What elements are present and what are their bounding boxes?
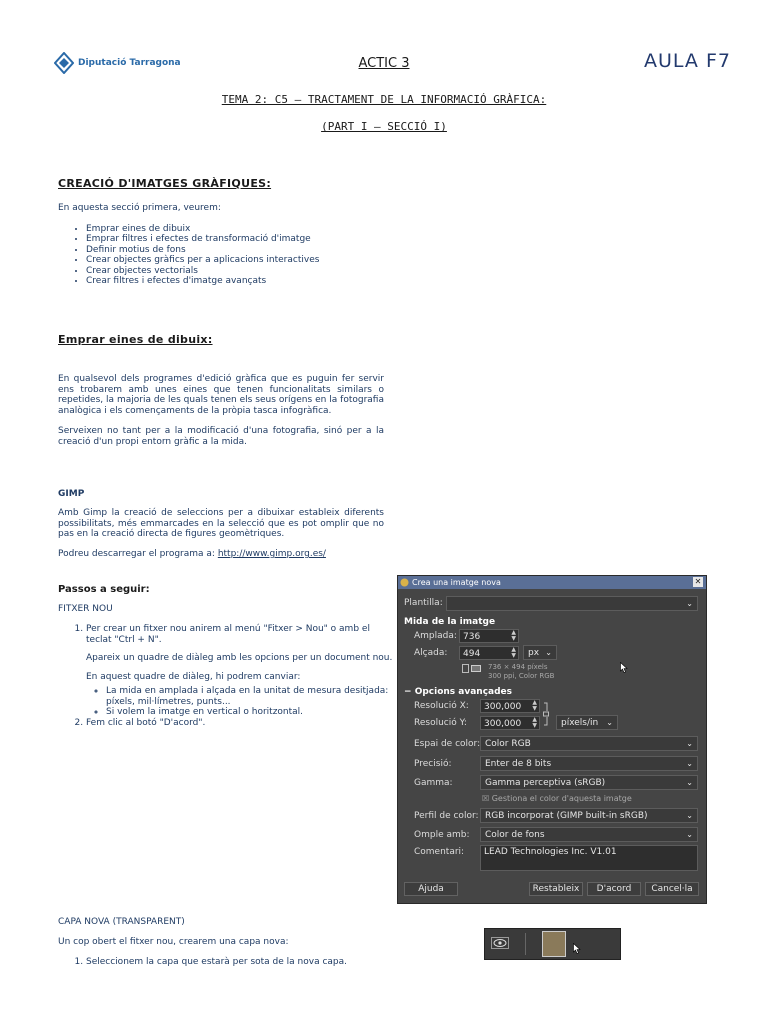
gimp-paragraph: Amb Gimp la creació de seleccions per a dibuixar estableix diferents possibilitats, més emmarcades en la selecció que es pot omplir que no pas en la creació directa de figures geomètriques.	[58, 508, 384, 539]
list-item: 1. Seleccionem la capa que estarà per sota de la nova capa.	[86, 957, 347, 967]
chevron-down-icon: ⌄	[686, 739, 693, 748]
chevron-down-icon: ⌄	[545, 648, 552, 657]
mouse-cursor-icon	[620, 662, 628, 673]
step-text: En aquest quadre de diàleg, hi podrem canviar:	[86, 671, 301, 682]
orientation-icon[interactable]	[462, 664, 482, 673]
chevron-down-icon: ⌄	[686, 599, 693, 608]
step-text: 1. Per crear un fitxer nou anirem al menú "Fitxer > Nou" o amb el teclat "Ctrl + N".	[86, 624, 370, 645]
document-subtitle-2: (PART I – SECCIÓ I)	[321, 120, 447, 133]
steps-heading: Passos a seguir:	[58, 584, 150, 595]
precisio-label: Precisió:	[414, 759, 452, 769]
list-item: ◦ La mida en amplada i alçada en la unitat de mesura desitjada: píxels, mil·límetres, punts...	[106, 686, 398, 707]
list-item	[86, 624, 398, 718]
sub-list	[86, 686, 398, 718]
aula-logo: AULA F7	[644, 50, 731, 72]
eines-paragraph-2: Serveixen no tant per a la modificació d'una fotografia, sinó per a la creació d'un propi entorn gràfic a la mida.	[58, 426, 384, 447]
gamma-label: Gamma:	[414, 778, 453, 788]
espai-select[interactable]: Color RGB ⌄	[480, 736, 698, 751]
layers-panel-snippet	[484, 928, 621, 960]
chain-link-icon[interactable]	[543, 701, 549, 727]
precisio-select[interactable]: Enter de 8 bits ⌄	[480, 756, 698, 771]
alcada-label: Alçada:	[414, 648, 448, 658]
list-item: • Definir motius de fons	[86, 245, 319, 255]
resx-label: Resolució X:	[414, 701, 469, 711]
resy-label: Resolució Y:	[414, 718, 467, 728]
spin-arrows-icon: ▲ ▼	[532, 716, 537, 729]
list-item: • Crear objectes gràfics per a aplicacions interactives	[86, 255, 319, 265]
section-intro: En aquesta secció primera, veurem:	[58, 203, 221, 213]
steps-list	[72, 624, 398, 728]
advanced-header[interactable]: − Opcions avançades	[404, 687, 513, 697]
gimp-download-line	[58, 549, 384, 560]
ajuda-button[interactable]: Ajuda	[404, 882, 458, 896]
step-text: Apareix un quadre de diàleg amb les opcions per un document nou.	[86, 653, 393, 663]
res-unit-select[interactable]: píxels/in ⌄	[556, 715, 618, 730]
list-item: • Crear filtres i efectes d'imatge avançats	[86, 276, 319, 286]
chevron-down-icon: ⌄	[686, 830, 693, 839]
cancel-button[interactable]: Cancel·la	[645, 882, 699, 896]
gimp-heading: GIMP	[58, 489, 85, 499]
mida-header: Mida de la imatge	[404, 617, 496, 627]
espai-label: Espai de color:	[414, 739, 481, 749]
chevron-down-icon: ⌄	[686, 811, 693, 820]
gimp-link[interactable]: http://www.gimp.org.es/	[217, 549, 326, 559]
omple-select[interactable]: Color de fons ⌄	[480, 827, 698, 842]
image-res-info: 300 ppi, Color RGB	[488, 672, 555, 680]
capa-list	[72, 957, 347, 967]
eye-icon[interactable]	[491, 937, 509, 949]
list-item: ◦ Si volem la imatge en vertical o horitzontal.	[106, 707, 398, 718]
chevron-down-icon: ⌄	[606, 718, 613, 727]
eines-paragraph-1: En qualsevol dels programes d'edició gràfica que es puguin fer servir ens trobarem amb unes eines que tenen funcionalitats similars o repetides, la majoria de les quals tenen els seus orígens en la fotografia analògica i els començaments de la pròpia tasca infogràfica.	[58, 374, 384, 416]
list-item: • Emprar filtres i efectes de transformació d'imatge	[86, 234, 319, 244]
dialog-titlebar	[398, 576, 706, 589]
dialog-title: Crea una imatge nova	[412, 578, 501, 587]
chevron-down-icon: ⌄	[686, 759, 693, 768]
gamma-select[interactable]: Gamma perceptiva (sRGB) ⌄	[480, 775, 698, 790]
fitxer-nou-heading: FITXER NOU	[58, 604, 113, 614]
alcada-input[interactable]: 494 ▲ ▼	[459, 646, 519, 660]
section-heading-eines: Emprar eines de dibuix:	[58, 333, 213, 346]
dacord-button[interactable]: D'acord	[587, 882, 641, 896]
restableix-button[interactable]: Restableix	[529, 882, 583, 896]
spin-arrows-icon: ▲ ▼	[511, 629, 516, 642]
capa-nova-heading: CAPA NOVA (TRANSPARENT)	[58, 917, 185, 927]
close-icon[interactable]: ✕	[694, 577, 702, 586]
unit-select[interactable]: px ⌄	[523, 645, 557, 660]
perfil-label: Perfil de color:	[414, 811, 479, 821]
gimp-app-icon	[400, 578, 409, 587]
comentari-label: Comentari:	[414, 847, 465, 857]
section-bullet-list	[76, 224, 319, 286]
capa-intro: Un cop obert el fitxer nou, crearem una capa nova:	[58, 937, 289, 947]
list-item: 2. Fem clic al botó "D'acord".	[86, 718, 398, 729]
comentari-textarea[interactable]: LEAD Technologies Inc. V1.01	[480, 845, 698, 871]
resy-input[interactable]: 300,000 ▲ ▼	[480, 716, 540, 730]
spin-arrows-icon: ▲ ▼	[532, 699, 537, 712]
diputacio-logo-text: Diputació Tarragona	[78, 58, 181, 68]
plantilla-select[interactable]	[446, 596, 698, 611]
list-item: • Emprar eines de dibuix	[86, 224, 319, 234]
omple-label: Omple amb:	[414, 830, 470, 840]
amplada-label: Amplada:	[414, 631, 457, 641]
new-image-dialog	[397, 575, 707, 904]
document-title: ACTIC 3	[358, 56, 410, 71]
collapse-icon: −	[404, 687, 415, 697]
checkbox-icon: ☒	[482, 794, 492, 803]
document-subtitle-1: TEMA 2: C5 – TRACTAMENT DE LA INFORMACIÓ GRÀFICA:	[221, 93, 547, 106]
amplada-input[interactable]: 736 ▲ ▼	[459, 629, 519, 643]
download-text: Podreu descarregar el programa a:	[58, 549, 215, 559]
image-size-info: 736 × 494 píxels	[488, 663, 548, 671]
chevron-down-icon: ⌄	[686, 778, 693, 787]
gestiona-checkbox[interactable]: ☒ Gestiona el color d'aquesta imatge	[482, 794, 632, 803]
divider	[525, 933, 526, 955]
resx-input[interactable]: 300,000 ▲ ▼	[480, 699, 540, 713]
layer-thumbnail[interactable]	[542, 931, 566, 957]
perfil-select[interactable]: RGB incorporat (GIMP built-in sRGB) ⌄	[480, 808, 698, 823]
mouse-cursor-icon	[573, 943, 581, 954]
spin-arrows-icon: ▲ ▼	[511, 646, 516, 659]
list-item: • Crear objectes vectorials	[86, 266, 319, 276]
plantilla-label: Plantilla:	[404, 598, 443, 608]
section-heading-creacio: CREACIÓ D'IMATGES GRÀFIQUES:	[58, 177, 272, 190]
